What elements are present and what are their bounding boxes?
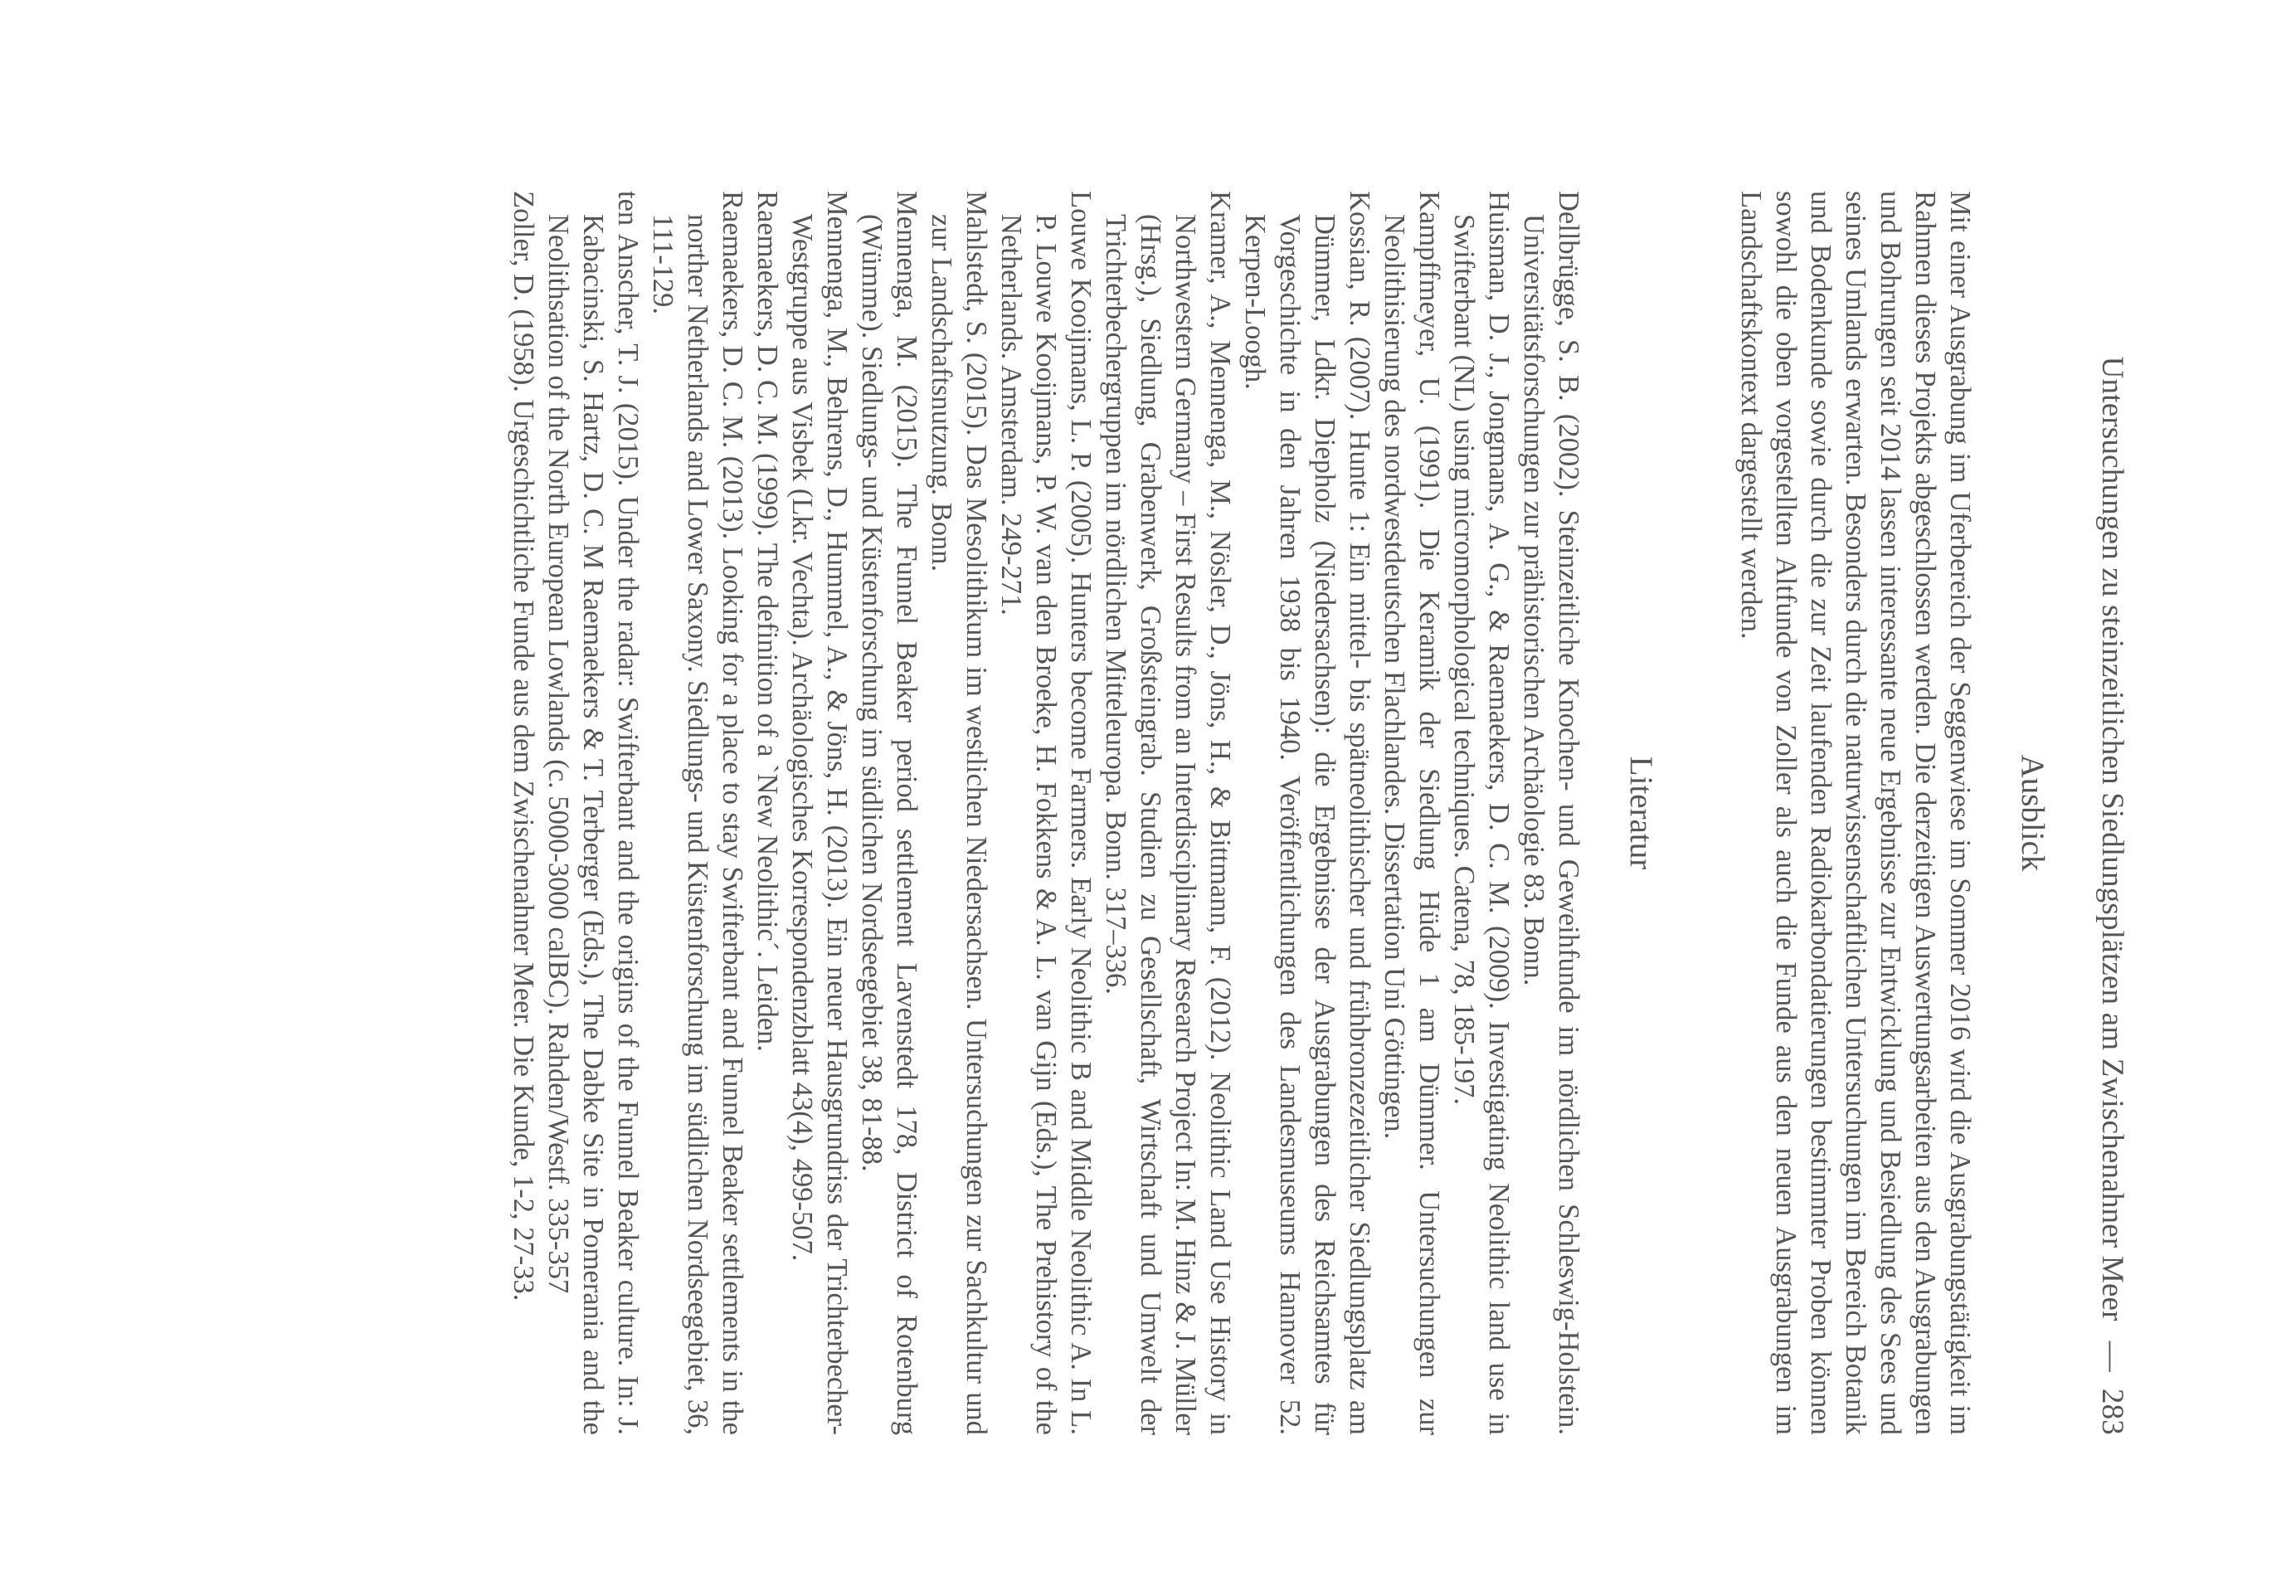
reference-entry: Kampffmeyer, U. (1991). Die Keramik der Siedlung Hüde 1 am Dümmer. Untersuchungen zur Neolithisierung des nordwestdeutschen Flachlandes. Dissertation Uni Göttingen. — [1379, 191, 1445, 1435]
running-title: Untersuchungen zu steinzeitlichen Siedlungsplätzen am Zwischenahner Meer — [2095, 356, 2129, 1321]
page-number: 283 — [2095, 1388, 2129, 1435]
ausblick-paragraph: Mit einer Ausgrabung im Uferbereich der Seggenwiese im Sommer 2016 wird die Ausgrabungstätigkeit im Rahmen dieses Projekts abgeschlossen werden. Die derzeitigen Auswertungsarbeiten aus den Ausgrabungen und Bohrungen seit 2014 lassen interessante neue Ergebnisse zur Entwicklung und Besiedlung des Sees und seines Umlands erwarten. Besonders durch die naturwissenschaftlichen Untersuchungen im Bereich Botanik und Bodenkunde sowie durch die zur Zeit laufenden Radiokarbondatierungen bestimmter Proben können sowohl die oben vorgestellten Altfunde von Zoller als auch die Funde aus den neuen Ausgrabungen im Landschaftskontext dargestellt werden. — [1735, 191, 1976, 1435]
reference-entry: Raemaekers, D. C. M. (2013). Looking for a place to stay Swifterbant and Funnel Beaker settlements in the norther Netherlands and Lower Saxony. Siedlungs- und Küstenforschung im südlichen Nordseegebiet, 36, 111-129. — [647, 191, 748, 1435]
reference-entry: Kramer, A., Mennenga, M., Nösler, D., Jöns, H., & Bittmann, F. (2012). Neolithic Land Use History in Northwestern Germany – First Results from an Interdisciplinary Research Project In: M. Hinz & J. Müller (Hrsg.), Siedlung, Grabenwerk, Großsteingrab. Studien zu Gesellschaft, Wirtschaft und Umwelt der Trichterbechergruppen im nördlichen Mitteleuropa. Bonn. 317–336. — [1100, 191, 1236, 1435]
reference-entry: Dellbrügge, S. B. (2002). Steinzeitliche Knochen- und Geweihfunde im nördlichen Schleswig-Holstein. Universitätsforschungen zur prähistorischen Archäologie 83. Bonn. — [1518, 191, 1584, 1435]
section-heading-literatur: Literatur — [1623, 756, 1659, 870]
reference-entry: Zoller, D. (1958). Urgeschichtliche Funde aus dem Zwischenahner Meer. Die Kunde, 1-2, 27-33. — [508, 191, 539, 1302]
reference-entry: Kossian, R. (2007). Hunte 1: Ein mittel- bis spätneolithischer und frühbronzezeitlicher Siedlungsplatz am Dümmer, Ldkr. Diepholz (Niedersachsen): die Ergebnisse der Ausgrabungen des Reichsamtes für Vorgeschichte in den Jahren 1938 bis 1940. Veröffentlichungen des Landesmuseums Hannover 52. Kerpen-Loogh. — [1239, 191, 1375, 1435]
reference-entry: Mahlstedt, S. (2015). Das Mesolithikum im westlichen Niedersachsen. Untersuchungen zur Sachkultur und zur Landschaftsnutzung. Bonn. — [926, 191, 992, 1435]
reference-entry: Louwe Kooijmans, L. P. (2005). Hunters become Farmers. Early Neolithic B and Middle Neolithic A. In L. P. Louwe Kooijmans, P. W. van den Broeke, H. Fokkens & A. L. van Gijn (Eds.), The Prehistory of the Netherlands. Amsterdam. 249-271. — [995, 191, 1097, 1435]
reference-entry: Mennenga, M., Behrens, D., Hummel, A., & Jöns, H. (2013). Ein neuer Hausgrundriss der Trichterbecher-Westgruppe aus Visbek (Lkr. Vechta). Archäologisches Korrespondenzblatt 43(4), 499-507. — [786, 191, 853, 1435]
page-body — [506, 191, 2050, 1435]
reference-entry: ten Anscher, T. J. (2015). Under the radar: Swifterbant and the origins of the Funnel Beaker culture. In: J. Kabacinski, S. Hartz, D. C. M Raemaekers & T. Terberger (Eds.), The Dabke Site in Pomerania and the Neolithsation of the North European Lowlands (c. 5000-3000 calBC). Rahden/Westf. 335-357 — [542, 191, 644, 1435]
reference-entry: Raemaekers, D. C. M. (1999). The definition of a `New Neolithic´. Leiden. — [752, 191, 783, 1052]
section-heading-ausblick: Ausblick — [2015, 754, 2050, 872]
reference-entry: Huisman, D. J., Jongmans, A. G., & Raemaekers, D. C. M. (2009). Investigating Neolithic land use in Swifterbant (NL) using micromorphological techniques. Catena, 78, 185-197. — [1448, 191, 1515, 1435]
reference-entry: Mennenga, M. (2015). The Funnel Beaker period settlement Lavenstedt 178, District of Rotenburg (Wümme). Siedlungs- und Küstenforschung im südlichen Nordseegebiet 38, 81-88. — [856, 191, 922, 1435]
header-separator: — — [2095, 1341, 2129, 1372]
running-head — [2094, 191, 2130, 1435]
reference-list — [506, 191, 1586, 1435]
